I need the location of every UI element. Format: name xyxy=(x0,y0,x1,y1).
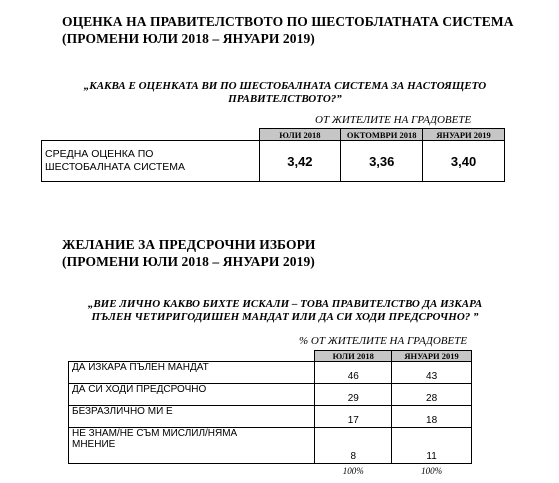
rating-table-header xyxy=(42,129,505,141)
column-header: ЮЛИ 2018 xyxy=(259,129,341,141)
total-cell: 100% xyxy=(421,466,443,476)
row-label-line2: ШЕСТОБАЛНАТА СИСТЕМА xyxy=(45,161,186,173)
row-label xyxy=(42,141,260,182)
value-cell: 28 xyxy=(392,384,472,406)
section2-question xyxy=(40,298,530,324)
table-row xyxy=(69,406,472,428)
column-header: ЯНУАРИ 2019 xyxy=(423,129,505,141)
column-header: ОКТОМВРИ 2018 xyxy=(341,129,423,141)
table-row xyxy=(69,384,472,406)
section2-source: % ОТ ЖИТЕЛИТЕ НА ГРАДОВЕТЕ xyxy=(299,335,468,347)
header-blank-cell xyxy=(42,129,260,141)
elections-table xyxy=(68,350,472,478)
column-header: ЮЛИ 2018 xyxy=(315,351,392,362)
section2-title-line1: ЖЕЛАНИЕ ЗА ПРЕДСРОЧНИ ИЗБОРИ xyxy=(62,237,316,252)
section1-title-line2: (ПРОМЕНИ ЮЛИ 2018 – ЯНУАРИ 2019) xyxy=(62,31,315,46)
row-label-line2: МНЕНИЕ xyxy=(72,439,116,450)
row-label-line1: СРЕДНА ОЦЕНКА ПО xyxy=(45,148,154,160)
value-cell: 3,40 xyxy=(423,141,505,182)
row-label-line1: НЕ ЗНАМ/НЕ СЪМ МИСЛИЛ/НЯМА xyxy=(72,428,238,439)
totals-blank-cell xyxy=(69,464,315,479)
section1-title-line1: ОЦЕНКА НА ПРАВИТЕЛСТВОТО ПО ШЕСТОБЛАТНАТА СИСТЕМА xyxy=(62,14,514,29)
value-cell: 18 xyxy=(392,406,472,428)
table-row xyxy=(69,362,472,384)
value-cell: 46 xyxy=(315,362,392,384)
value-cell: 3,42 xyxy=(259,141,341,182)
total-cell: 100% xyxy=(342,466,364,476)
rating-table xyxy=(41,128,505,182)
elections-table-header xyxy=(69,351,472,362)
column-header: ЯНУАРИ 2019 xyxy=(392,351,472,362)
row-label xyxy=(69,428,315,464)
value-cell: 3,36 xyxy=(341,141,423,182)
header-blank-cell xyxy=(69,351,315,362)
row-label: БЕЗРАЗЛИЧНО МИ Е xyxy=(69,406,315,428)
section1-question xyxy=(40,80,530,106)
totals-row xyxy=(69,464,472,479)
row-label: ДА ИЗКАРА ПЪЛЕН МАНДАТ xyxy=(69,362,315,384)
value-cell: 43 xyxy=(392,362,472,384)
value-cell: 29 xyxy=(315,384,392,406)
table-row xyxy=(69,428,472,464)
section2-title-line2: (ПРОМЕНИ ЮЛИ 2018 – ЯНУАРИ 2019) xyxy=(62,254,315,269)
value-cell: 17 xyxy=(315,406,392,428)
section1-question-line2: ПРАВИТЕЛСТВОТО?” xyxy=(228,93,342,105)
section1-question-line1: „КАКВА Е ОЦЕНКАТА ВИ ПО ШЕСТОБАЛНАТА СИСТЕМА ЗА НАСТОЯЩЕТО xyxy=(83,80,487,92)
section2-question-line2: ПЪЛЕН ЧЕТИРИГОДИШЕН МАНДАТ ИЛИ ДА СИ ХОДИ ПРЕДСРОЧНО? ” xyxy=(91,311,479,323)
value-cell: 11 xyxy=(392,428,472,464)
section1-source: ОТ ЖИТЕЛИТЕ НА ГРАДОВЕТЕ xyxy=(315,114,472,126)
row-label: ДА СИ ХОДИ ПРЕДСРОЧНО xyxy=(69,384,315,406)
value-cell: 8 xyxy=(315,428,392,464)
section2-question-line1: „ВИЕ ЛИЧНО КАКВО БИХТЕ ИСКАЛИ – ТОВА ПРАВИТЕЛСТВО ДА ИЗКАРА xyxy=(87,298,483,310)
table-row xyxy=(42,141,505,182)
